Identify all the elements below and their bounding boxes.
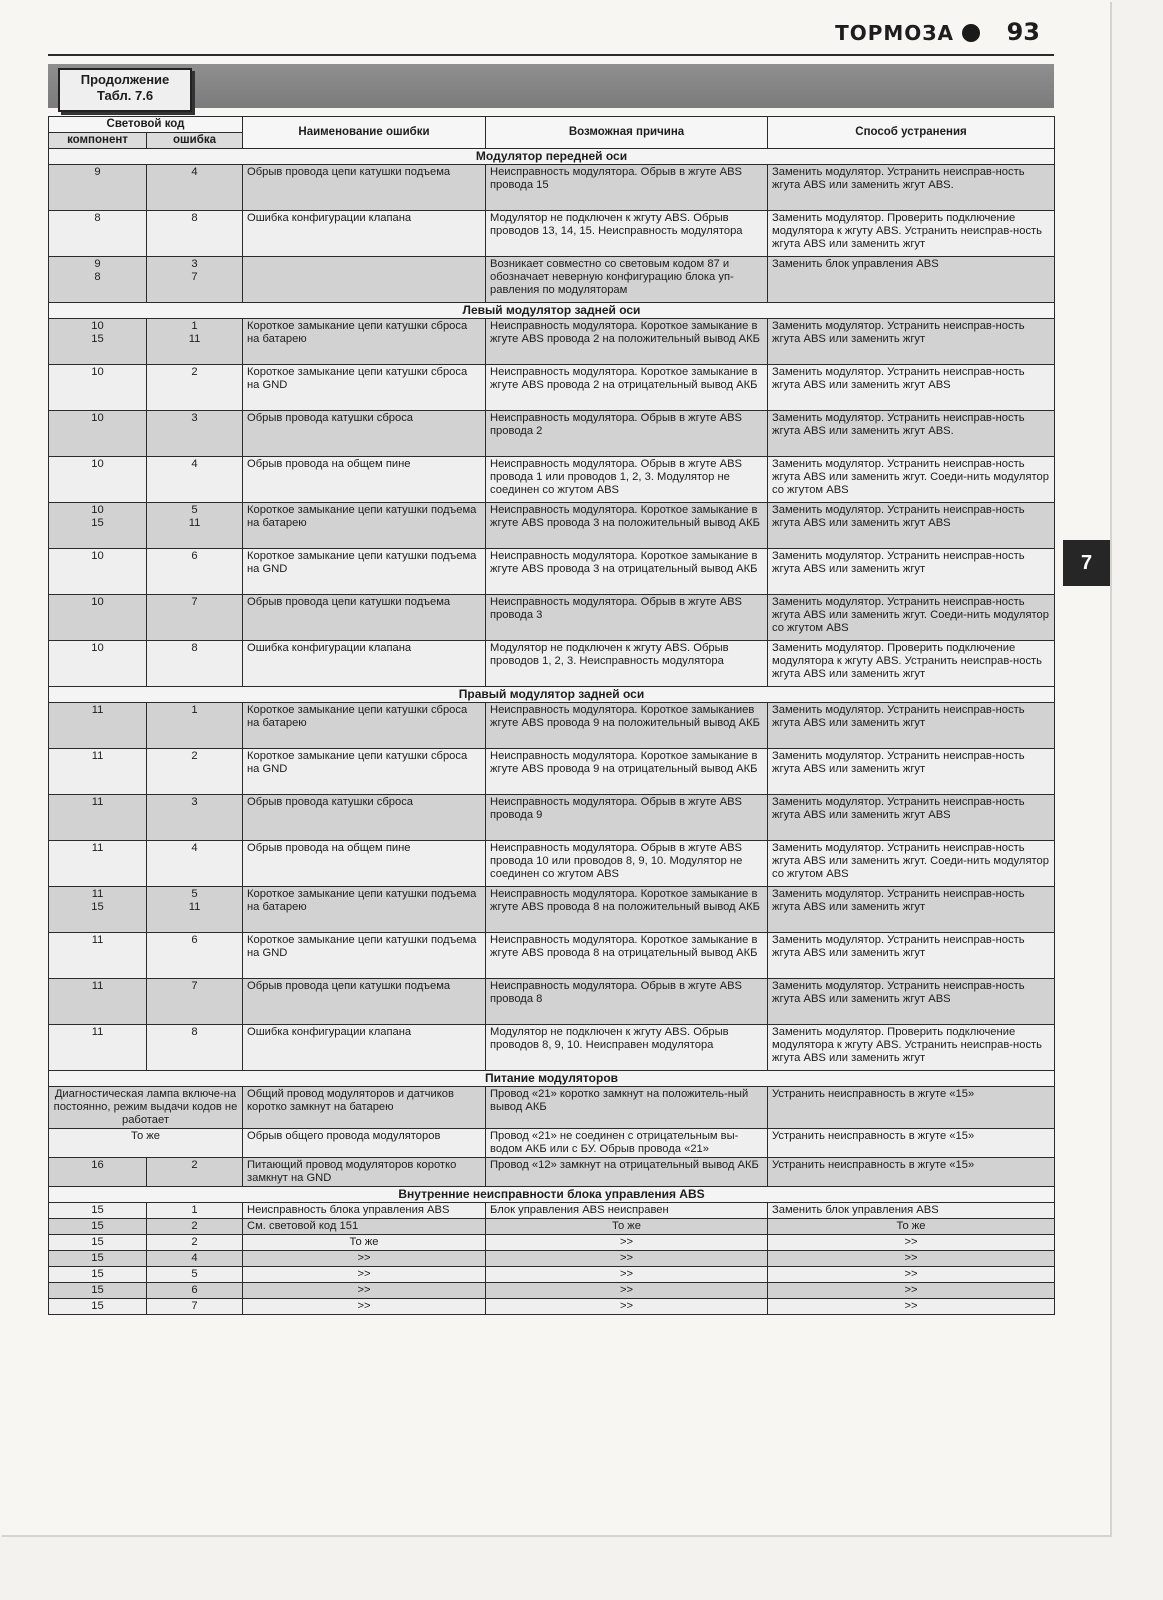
error-name <box>243 257 486 303</box>
chapter-tab: 7 <box>1063 540 1110 586</box>
error-cell <box>147 595 243 641</box>
remedy: >> <box>768 1251 1055 1267</box>
remedy: Заменить модулятор. Устранить неисправ-ность жгута ABS или заменить жгут <box>768 549 1055 595</box>
table-row <box>49 1235 1055 1251</box>
continuation-line1: Продолжение <box>80 72 170 87</box>
error-code: 2 <box>191 750 198 762</box>
component-cell <box>49 211 147 257</box>
table-row <box>49 1087 1055 1129</box>
remedy: Заменить блок управления ABS <box>768 1203 1055 1219</box>
error-cell <box>147 933 243 979</box>
error-name: То же <box>243 1235 486 1251</box>
error-code: 7 <box>191 596 198 608</box>
error-code: 3 <box>191 796 198 808</box>
error-code: 1 <box>147 1203 243 1219</box>
remedy: Заменить модулятор. Устранить неисправ-ность жгута ABS или заменить жгут ABS <box>768 365 1055 411</box>
component-code: 11 <box>91 704 104 716</box>
table-row <box>49 165 1055 211</box>
component-code: 11 <box>91 934 104 946</box>
component-code: 8 <box>94 271 101 283</box>
component-code: 15 <box>49 1251 147 1267</box>
error-name: Обрыв провода катушки сброса <box>243 411 486 457</box>
error-code: 11 <box>188 901 201 913</box>
error-code: 8 <box>191 212 198 224</box>
remedy: >> <box>768 1267 1055 1283</box>
cause: >> <box>486 1267 768 1283</box>
section-title: Правый модулятор задней оси <box>49 687 1055 703</box>
error-name: >> <box>243 1251 486 1267</box>
component-code: 15 <box>49 1299 147 1315</box>
component-code: 11 <box>91 796 104 808</box>
cause: Блок управления ABS неисправен <box>486 1203 768 1219</box>
error-cell <box>147 703 243 749</box>
cause: Неисправность модулятора. Обрыв в жгуте ABS провода 2 <box>486 411 768 457</box>
component-code: 11 <box>91 842 104 854</box>
component-cell <box>49 1025 147 1071</box>
component-cell <box>49 365 147 411</box>
remedy: Заменить модулятор. Устранить неисправ-ность жгута ABS или заменить жгут ABS. <box>768 165 1055 211</box>
error-cell <box>147 503 243 549</box>
error-name: Питающий провод модуляторов коротко замкнут на GND <box>243 1158 486 1187</box>
header-light-code: Световой код <box>49 117 243 133</box>
section-row <box>49 1187 1055 1203</box>
error-code: 6 <box>191 934 198 946</box>
error-name: Короткое замыкание цепи катушки подъема на GND <box>243 549 486 595</box>
cause: То же <box>486 1219 768 1235</box>
remedy: Заменить модулятор. Устранить неисправ-ность жгута ABS или заменить жгут ABS <box>768 503 1055 549</box>
remedy: Заменить модулятор. Устранить неисправ-ность жгута ABS или заменить жгут <box>768 703 1055 749</box>
component-code: 15 <box>91 333 104 345</box>
error-name: Обрыв провода на общем пине <box>243 841 486 887</box>
table-row <box>49 503 1055 549</box>
component-cell <box>49 933 147 979</box>
component-code: 10 <box>91 458 104 470</box>
header-error-name: Наименование ошибки <box>243 117 486 149</box>
section-title: Внутренние неисправности блока управления ABS <box>49 1187 1055 1203</box>
section-title: Левый модулятор задней оси <box>49 303 1055 319</box>
component-code: 11 <box>91 980 104 992</box>
error-code: 3 <box>191 258 198 270</box>
cause: Провод «21» коротко замкнут на положитель-ный вывод АКБ <box>486 1087 768 1129</box>
section-title: Питание модуляторов <box>49 1071 1055 1087</box>
cause: >> <box>486 1283 768 1299</box>
table-row <box>49 979 1055 1025</box>
table-row <box>49 641 1055 687</box>
error-name: Обрыв провода цепи катушки подъема <box>243 165 486 211</box>
table-row <box>49 257 1055 303</box>
remedy: >> <box>768 1235 1055 1251</box>
cause: Неисправность модулятора. Обрыв в жгуте ABS провода 1 или проводов 1, 2, 3. Модулятор не соединен со жгутом ABS <box>486 457 768 503</box>
cause: >> <box>486 1299 768 1315</box>
continuation-band <box>48 64 1054 108</box>
component-cell <box>49 841 147 887</box>
component-code: 10 <box>91 366 104 378</box>
cause: Неисправность модулятора. Короткое замыкание в жгуте ABS провода 8 на положительный вывод АКБ <box>486 887 768 933</box>
table-row <box>49 595 1055 641</box>
remedy: То же <box>768 1219 1055 1235</box>
table-row <box>49 1203 1055 1219</box>
error-cell <box>147 165 243 211</box>
table-row <box>49 1219 1055 1235</box>
error-cell <box>147 979 243 1025</box>
section-row <box>49 687 1055 703</box>
error-name: Короткое замыкание цепи катушки сброса на GND <box>243 749 486 795</box>
table-row <box>49 1158 1055 1187</box>
error-name: >> <box>243 1283 486 1299</box>
error-code: 11 <box>188 517 201 529</box>
error-code: 8 <box>191 1026 198 1038</box>
component-cell <box>49 595 147 641</box>
component-cell <box>49 795 147 841</box>
error-cell <box>147 411 243 457</box>
error-name: См. световой код 151 <box>243 1219 486 1235</box>
cause: >> <box>486 1235 768 1251</box>
error-code: 5 <box>191 888 198 900</box>
error-code: 4 <box>191 842 198 854</box>
table-row <box>49 365 1055 411</box>
cause: Провод «12» замкнут на отрицательный вывод АКБ <box>486 1158 768 1187</box>
error-name: >> <box>243 1267 486 1283</box>
component-code: 9 <box>94 258 101 270</box>
section-row <box>49 303 1055 319</box>
component-code: 15 <box>49 1203 147 1219</box>
remedy: >> <box>768 1283 1055 1299</box>
component-cell <box>49 165 147 211</box>
component-code: 15 <box>49 1267 147 1283</box>
header-component: компонент <box>49 133 147 149</box>
error-cell <box>147 457 243 503</box>
error-code: 5 <box>147 1267 243 1283</box>
cause: Неисправность модулятора. Обрыв в жгуте ABS провода 15 <box>486 165 768 211</box>
table-body <box>49 149 1055 1315</box>
remedy: Заменить модулятор. Устранить неисправ-ность жгута ABS или заменить жгут <box>768 887 1055 933</box>
cause: Неисправность модулятора. Короткое замыкание в жгуте ABS провода 8 на отрицательный вывод АКБ <box>486 933 768 979</box>
error-cell <box>147 211 243 257</box>
component-cell <box>49 979 147 1025</box>
table-row <box>49 933 1055 979</box>
table-row <box>49 211 1055 257</box>
header-error: ошибка <box>147 133 243 149</box>
component-cell <box>49 641 147 687</box>
remedy: Заменить модулятор. Устранить неисправ-ность жгута ABS или заменить жгут <box>768 319 1055 365</box>
component-code: 15 <box>91 901 104 913</box>
component-code: 8 <box>94 212 101 224</box>
table-row <box>49 457 1055 503</box>
component-code: 10 <box>91 412 104 424</box>
component-code: 10 <box>91 550 104 562</box>
remedy: Заменить модулятор. Устранить неисправ-ность жгута ABS или заменить жгут <box>768 749 1055 795</box>
error-name: Обрыв общего провода модуляторов <box>243 1129 486 1158</box>
error-code: 6 <box>191 550 198 562</box>
cause: Модулятор не подключен к жгуту ABS. Обрыв проводов 13, 14, 15. Неисправность модулятора <box>486 211 768 257</box>
remedy: Заменить блок управления ABS <box>768 257 1055 303</box>
error-code: 4 <box>191 166 198 178</box>
error-cell <box>147 841 243 887</box>
cause: Неисправность модулятора. Короткое замыкание в жгуте ABS провода 3 на отрицательный вывод АКБ <box>486 549 768 595</box>
error-name: >> <box>243 1299 486 1315</box>
section-title: ТОРМОЗА <box>835 21 954 45</box>
cause: Возникает совместно со световым кодом 87 и обозначает неверную конфигурацию блока уп-равления по модуляторам <box>486 257 768 303</box>
cause: Модулятор не подключен к жгуту ABS. Обрыв проводов 1, 2, 3. Неисправность модулятора <box>486 641 768 687</box>
component-cell <box>49 887 147 933</box>
cause: Неисправность модулятора. Обрыв в жгуте ABS провода 8 <box>486 979 768 1025</box>
page-number: 93 <box>1006 18 1040 46</box>
table-row <box>49 841 1055 887</box>
error-code: 7 <box>147 1299 243 1315</box>
remedy: Заменить модулятор. Устранить неисправ-ность жгута ABS или заменить жгут. Соеди-нить модулятор со жгутом ABS <box>768 595 1055 641</box>
error-code: 8 <box>191 642 198 654</box>
code-text: Диагностическая лампа включе-на постоянно, режим выдачи кодов не работает <box>49 1087 243 1129</box>
remedy: Устранить неисправность в жгуте «15» <box>768 1158 1055 1187</box>
continuation-line2: Табл. 7.6 <box>96 88 154 103</box>
error-name: Короткое замыкание цепи катушки сброса на батарею <box>243 319 486 365</box>
page-header <box>48 8 1054 56</box>
error-name: Обрыв провода катушки сброса <box>243 795 486 841</box>
error-cell <box>147 549 243 595</box>
table-row <box>49 319 1055 365</box>
component-code: 10 <box>91 596 104 608</box>
table-row <box>49 549 1055 595</box>
cause: Неисправность модулятора. Короткое замыкание в жгуте ABS провода 2 на положительный вывод АКБ <box>486 319 768 365</box>
continuation-label <box>58 68 192 112</box>
error-name: Обрыв провода цепи катушки подъема <box>243 595 486 641</box>
error-code: 2 <box>147 1158 243 1187</box>
remedy: Заменить модулятор. Устранить неисправ-ность жгута ABS или заменить жгут ABS. <box>768 411 1055 457</box>
remedy: Заменить модулятор. Проверить подключение модулятора к жгуту ABS. Устранить неисправ-ность жгута ABS или заменить жгут <box>768 211 1055 257</box>
component-cell <box>49 703 147 749</box>
cause: Неисправность модулятора. Обрыв в жгуте ABS провода 9 <box>486 795 768 841</box>
component-cell <box>49 411 147 457</box>
section-row <box>49 1071 1055 1087</box>
remedy: Заменить модулятор. Устранить неисправ-ность жгута ABS или заменить жгут ABS <box>768 979 1055 1025</box>
error-name: Неисправность блока управления ABS <box>243 1203 486 1219</box>
component-code: 15 <box>49 1283 147 1299</box>
cause: Неисправность модулятора. Обрыв в жгуте ABS провода 10 или проводов 8, 9, 10. Модулятор не соединен со жгутом ABS <box>486 841 768 887</box>
cause: Неисправность модулятора. Короткое замыканиев жгуте ABS провода 9 на положительный вывод АКБ <box>486 703 768 749</box>
bullet-icon <box>962 24 980 42</box>
table-row <box>49 1251 1055 1267</box>
error-code: 1 <box>191 320 198 332</box>
code-text: То же <box>49 1129 243 1158</box>
remedy: Заменить модулятор. Проверить подключение модулятора к жгуту ABS. Устранить неисправ-ность жгута ABS или заменить жгут <box>768 1025 1055 1071</box>
error-code: 1 <box>191 704 198 716</box>
error-cell <box>147 887 243 933</box>
remedy: Заменить модулятор. Устранить неисправ-ность жгута ABS или заменить жгут. Соеди-нить модулятор со жгутом ABS <box>768 457 1055 503</box>
error-code: 2 <box>191 366 198 378</box>
remedy: Устранить неисправность в жгуте «15» <box>768 1129 1055 1158</box>
component-code: 11 <box>91 888 104 900</box>
cause: Неисправность модулятора. Короткое замыкание в жгуте ABS провода 2 на отрицательный вывод АКБ <box>486 365 768 411</box>
error-code: 4 <box>191 458 198 470</box>
error-cell <box>147 749 243 795</box>
error-name: Ошибка конфигурации клапана <box>243 211 486 257</box>
component-code: 15 <box>49 1219 147 1235</box>
component-code: 16 <box>49 1158 147 1187</box>
component-code: 10 <box>91 320 104 332</box>
table-row <box>49 703 1055 749</box>
cause: >> <box>486 1251 768 1267</box>
error-name: Короткое замыкание цепи катушки подъема на батарею <box>243 503 486 549</box>
component-code: 15 <box>49 1235 147 1251</box>
error-name: Общий провод модуляторов и датчиков коротко замкнут на батарею <box>243 1087 486 1129</box>
component-code: 10 <box>91 504 104 516</box>
error-code: 2 <box>147 1235 243 1251</box>
table-row <box>49 749 1055 795</box>
remedy: Заменить модулятор. Устранить неисправ-ность жгута ABS или заменить жгут. Соеди-нить модулятор со жгутом ABS <box>768 841 1055 887</box>
remedy: >> <box>768 1299 1055 1315</box>
cause: Неисправность модулятора. Короткое замыкание в жгуте ABS провода 3 на положительный вывод АКБ <box>486 503 768 549</box>
error-cell <box>147 257 243 303</box>
component-code: 11 <box>91 1026 104 1038</box>
table-row <box>49 411 1055 457</box>
cause: Неисправность модулятора. Короткое замыкание в жгуте ABS провода 9 на отрицательный вывод АКБ <box>486 749 768 795</box>
error-name: Короткое замыкание цепи катушки подъема на батарею <box>243 887 486 933</box>
error-cell <box>147 319 243 365</box>
header-cause: Возможная причина <box>486 117 768 149</box>
table-row <box>49 1283 1055 1299</box>
component-code: 9 <box>94 166 101 178</box>
error-code: 5 <box>191 504 198 516</box>
component-cell <box>49 457 147 503</box>
error-name: Короткое замыкание цепи катушки сброса на GND <box>243 365 486 411</box>
error-code: 4 <box>147 1251 243 1267</box>
table-row <box>49 795 1055 841</box>
error-name: Короткое замыкание цепи катушки сброса на батарею <box>243 703 486 749</box>
section-row <box>49 149 1055 165</box>
table-row <box>49 1129 1055 1158</box>
error-cell <box>147 1025 243 1071</box>
component-cell <box>49 749 147 795</box>
remedy: Заменить модулятор. Проверить подключение модулятора к жгуту ABS. Устранить неисправ-ность жгута ABS или заменить жгут <box>768 641 1055 687</box>
component-cell <box>49 549 147 595</box>
component-code: 11 <box>91 750 104 762</box>
error-code: 6 <box>147 1283 243 1299</box>
error-name: Обрыв провода цепи катушки подъема <box>243 979 486 1025</box>
table-row <box>49 1267 1055 1283</box>
component-cell <box>49 257 147 303</box>
error-name: Обрыв провода на общем пине <box>243 457 486 503</box>
component-cell <box>49 319 147 365</box>
error-name: Ошибка конфигурации клапана <box>243 1025 486 1071</box>
cause: Провод «21» не соединен с отрицательным вы-водом АКБ или с БУ. Обрыв провода «21» <box>486 1129 768 1158</box>
error-code: 7 <box>191 980 198 992</box>
header-remedy: Способ устранения <box>768 117 1055 149</box>
error-code: 7 <box>191 271 198 283</box>
table-row <box>49 887 1055 933</box>
error-code: 2 <box>147 1219 243 1235</box>
error-code: 11 <box>188 333 201 345</box>
error-name: Короткое замыкание цепи катушки подъема на GND <box>243 933 486 979</box>
diagnostic-table <box>48 116 1055 1315</box>
remedy: Заменить модулятор. Устранить неисправ-ность жгута ABS или заменить жгут <box>768 933 1055 979</box>
error-cell <box>147 365 243 411</box>
section-title: Модулятор передней оси <box>49 149 1055 165</box>
component-code: 10 <box>91 642 104 654</box>
error-code: 3 <box>191 412 198 424</box>
remedy: Заменить модулятор. Устранить неисправ-ность жгута ABS или заменить жгут ABS <box>768 795 1055 841</box>
table-row <box>49 1299 1055 1315</box>
cause: Модулятор не подключен к жгуту ABS. Обрыв проводов 8, 9, 10. Неисправен модулятора <box>486 1025 768 1071</box>
error-cell <box>147 795 243 841</box>
error-name: Ошибка конфигурации клапана <box>243 641 486 687</box>
error-cell <box>147 641 243 687</box>
remedy: Устранить неисправность в жгуте «15» <box>768 1087 1055 1129</box>
component-code: 15 <box>91 517 104 529</box>
cause: Неисправность модулятора. Обрыв в жгуте ABS провода 3 <box>486 595 768 641</box>
component-cell <box>49 503 147 549</box>
table-row <box>49 1025 1055 1071</box>
